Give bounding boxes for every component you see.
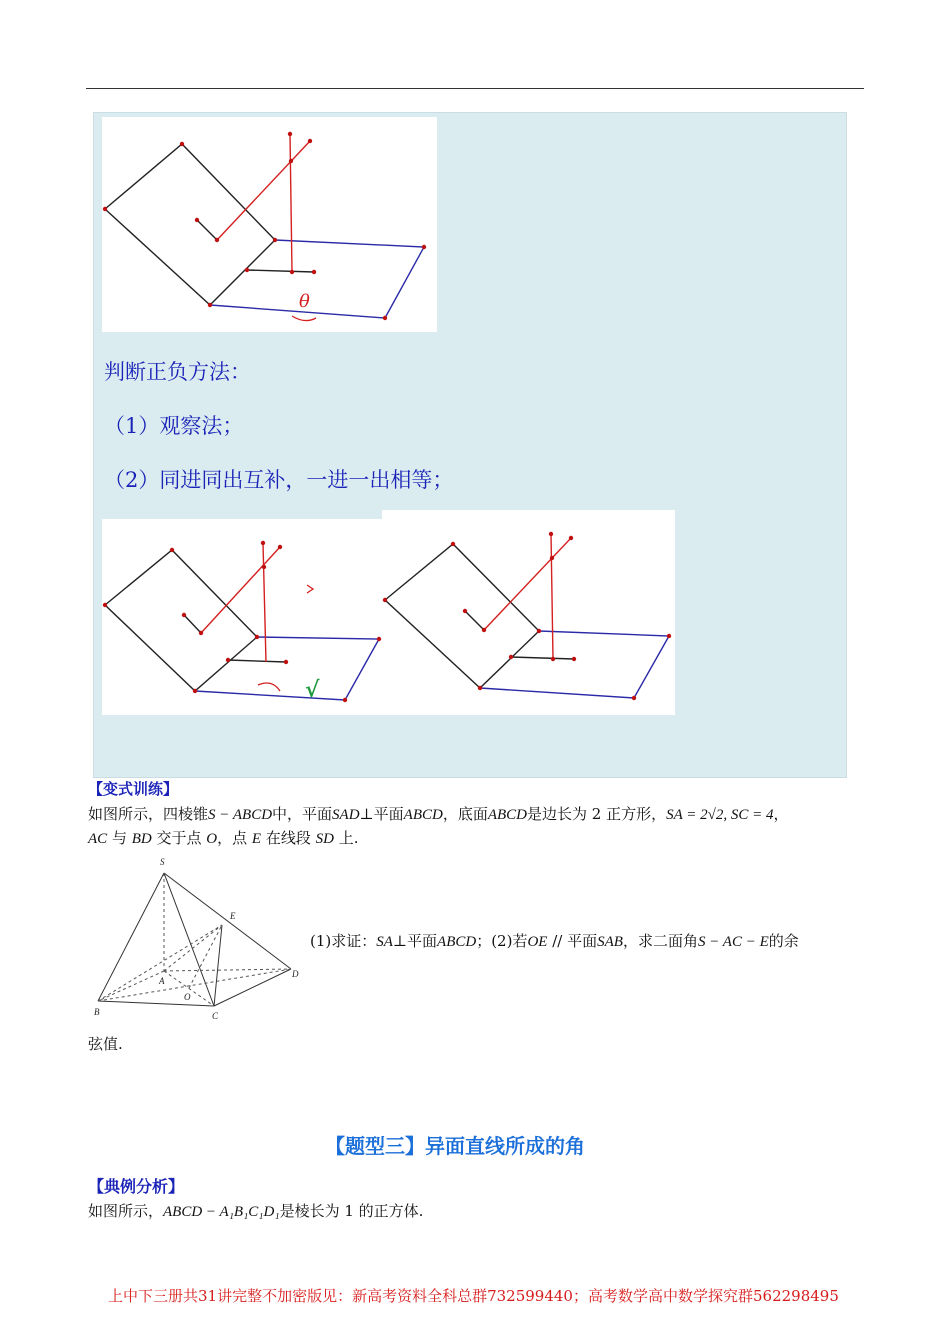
inner-line bbox=[197, 220, 217, 240]
text: 交于点 bbox=[151, 829, 207, 847]
question-line bbox=[310, 929, 799, 954]
method-title: 判断正负方法： bbox=[104, 360, 251, 384]
rotation-arrow bbox=[292, 316, 316, 321]
method-item-2: （2）同进同出互补，一进一出相等； bbox=[104, 468, 454, 492]
text: 如图所示，四棱锥 bbox=[88, 805, 209, 823]
inner-line-left bbox=[184, 615, 201, 633]
text: 在线段 bbox=[261, 829, 316, 847]
edge-sb bbox=[98, 873, 164, 1001]
dihedral-figure-right bbox=[382, 510, 675, 715]
text: ，求二面角 bbox=[622, 932, 698, 950]
rotation-arrow-left bbox=[258, 683, 280, 691]
example-label: 【典例分析】 bbox=[88, 1177, 185, 1196]
text: (1)求证： bbox=[310, 932, 377, 950]
text: ⊥平面 bbox=[359, 805, 404, 823]
variant-line-2 bbox=[88, 826, 359, 851]
variant-line-1 bbox=[88, 802, 789, 827]
edge-ab bbox=[98, 971, 164, 1001]
plane-sad: SAD bbox=[332, 807, 360, 823]
segment-bd: BD bbox=[131, 831, 152, 847]
label-d: D bbox=[292, 969, 299, 979]
label-s: S bbox=[160, 857, 165, 867]
foot-line bbox=[247, 270, 314, 272]
vertex-dots-right bbox=[383, 532, 671, 700]
plane-abcd: ABCD bbox=[487, 807, 528, 823]
normal-2 bbox=[290, 134, 292, 272]
text: 上. bbox=[333, 829, 359, 847]
label-o: O bbox=[184, 992, 191, 1002]
plane-abcd: ABCD bbox=[437, 934, 477, 950]
text: ， bbox=[773, 805, 789, 823]
text: 与 bbox=[107, 829, 132, 847]
dihedral-angle: S − AC − E bbox=[697, 934, 769, 950]
label-c: C bbox=[212, 1011, 219, 1021]
text: ，底面 bbox=[442, 805, 488, 823]
plane-sab: SAB bbox=[597, 934, 623, 950]
pyramid-figure-svg bbox=[88, 855, 308, 1025]
segment-ae bbox=[164, 925, 222, 971]
normal-2-right bbox=[551, 534, 553, 659]
dihedral-figure-left-svg bbox=[102, 519, 384, 715]
tilted-plane-left bbox=[105, 550, 257, 691]
dihedral-figure-top-svg bbox=[102, 117, 437, 332]
segment-sd: SD bbox=[315, 831, 334, 847]
text: 的余 bbox=[768, 932, 799, 950]
base-plane-right bbox=[480, 631, 669, 698]
variant-label: 【变式训练】 bbox=[88, 780, 179, 798]
point-o: O bbox=[206, 831, 218, 847]
label-e: E bbox=[230, 911, 236, 921]
question-tail: 弦值. bbox=[88, 1035, 123, 1053]
segment-ac: AC bbox=[88, 831, 108, 847]
text: // 平面 bbox=[547, 932, 598, 950]
pyramid-name: S − ABCD bbox=[208, 807, 273, 823]
label-b: B bbox=[94, 1007, 100, 1017]
text: 是棱长为 1 的正方体. bbox=[279, 1202, 424, 1220]
theta-mark: θ bbox=[299, 291, 310, 312]
tilted-plane bbox=[105, 144, 275, 305]
edge-ec bbox=[214, 925, 222, 1006]
base-plane-left bbox=[195, 637, 379, 700]
sketch-tick bbox=[307, 585, 313, 593]
edge-bc bbox=[98, 1001, 214, 1006]
text: 是边长为 2 正方形， bbox=[527, 805, 667, 823]
normal-2-left bbox=[263, 543, 266, 662]
given-lengths: SA = 2√2, SC = 4 bbox=[666, 807, 774, 823]
edge-cd bbox=[214, 969, 291, 1006]
plane-abcd: ABCD bbox=[403, 807, 443, 823]
pyramid-figure bbox=[88, 855, 308, 1025]
dihedral-figure-right-svg bbox=[382, 510, 675, 715]
foot-line-left bbox=[228, 660, 286, 662]
point-e: E bbox=[251, 831, 262, 847]
normal-1 bbox=[217, 141, 310, 240]
edge-ad bbox=[164, 969, 291, 971]
footer-note: 上中下三册共31讲完整不加密版见：新高考资料全科总群732599440；高考数学高中数学探究群562298495 bbox=[108, 1287, 839, 1305]
dihedral-figure-top bbox=[102, 117, 437, 332]
base-plane bbox=[210, 240, 424, 318]
edge-sd bbox=[164, 873, 291, 969]
text: 如图所示， bbox=[88, 1202, 164, 1220]
segment-be bbox=[98, 925, 222, 1001]
example-line bbox=[88, 1199, 423, 1224]
text: ；(2)若 bbox=[476, 932, 528, 950]
method-item-1: （1）观察法； bbox=[104, 414, 244, 438]
diag-bd bbox=[98, 969, 291, 1001]
text: ，点 bbox=[217, 829, 252, 847]
foot-line-right bbox=[511, 657, 574, 659]
check-mark: √ bbox=[305, 677, 320, 703]
cube-name: ABCD − A₁B₁C₁D₁ bbox=[163, 1204, 280, 1220]
tilted-plane-right bbox=[385, 544, 539, 688]
segment-sa: SA bbox=[376, 934, 393, 950]
text: 中，平面 bbox=[272, 805, 333, 823]
vertex-dots bbox=[103, 132, 426, 320]
segment-oe: OE bbox=[527, 934, 548, 950]
inner-line-right bbox=[465, 611, 484, 630]
normal-1-right bbox=[484, 538, 571, 630]
dihedral-figure-left bbox=[102, 519, 384, 715]
label-a: A bbox=[159, 976, 165, 986]
text: ⊥平面 bbox=[392, 932, 438, 950]
header-rule bbox=[86, 88, 864, 89]
section-heading: 【题型三】异面直线所成的角 bbox=[325, 1134, 585, 1158]
